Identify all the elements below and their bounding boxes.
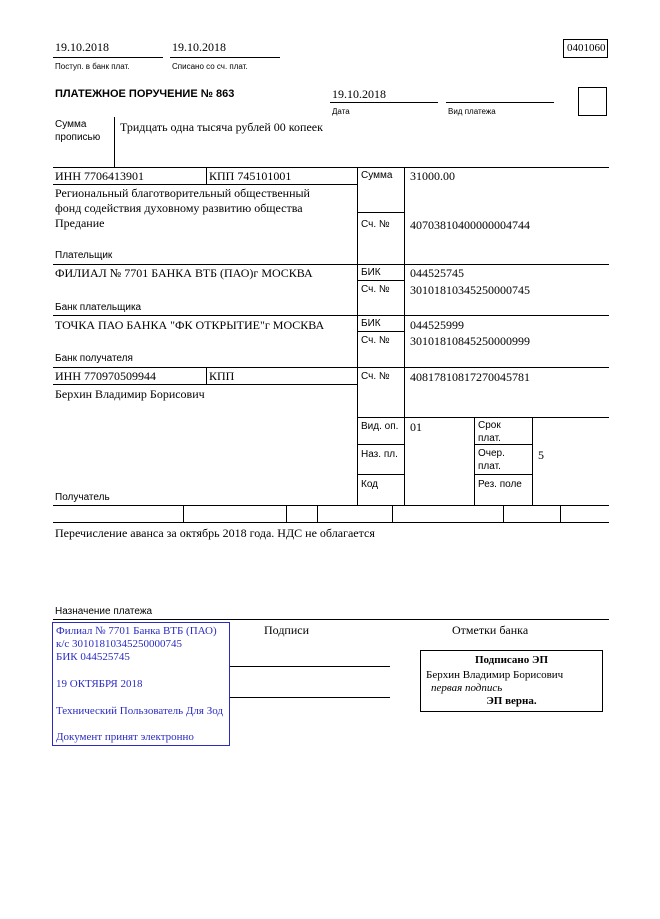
grid-line <box>392 505 393 522</box>
bank-stamp-user: Технический Пользователь Для Зод <box>56 705 224 717</box>
srok-label-2: плат. <box>478 433 501 444</box>
page-title: ПЛАТЕЖНОЕ ПОРУЧЕНИЕ № 863 <box>55 88 235 100</box>
payee-bank-account-value: 30101810845250000999 <box>410 334 530 348</box>
grid-line <box>474 444 532 445</box>
ep-stamp-title: Подписано ЭП <box>474 654 549 666</box>
grid-line <box>53 367 609 368</box>
grid-line <box>474 417 475 505</box>
payer-bank-bik-value: 044525745 <box>410 266 464 280</box>
payer-account-value: 40703810400000004744 <box>410 218 530 232</box>
amount-words-divider <box>114 117 115 167</box>
grid-line <box>532 417 533 505</box>
amount-words-label-2: прописью <box>55 132 101 143</box>
ep-stamp-signer: Берхин Владимир Борисович <box>426 669 564 681</box>
grid-line <box>560 505 561 522</box>
grid-line <box>503 505 504 522</box>
payee-bank-bik-label: БИК <box>361 318 381 329</box>
payee-bank-name: ТОЧКА ПАО БАНКА "ФК ОТКРЫТИЕ"г МОСКВА <box>55 318 325 332</box>
order-date-line <box>330 102 438 103</box>
ocher-value: 5 <box>538 448 544 462</box>
rez-label: Рез. поле <box>478 479 522 490</box>
vid-op-value: 01 <box>410 420 422 434</box>
payee-name: Берхин Владимир Борисович <box>55 387 205 401</box>
bank-stamp-line3: БИК 044525745 <box>56 651 130 663</box>
payee-label: Получатель <box>55 492 110 503</box>
payment-type-label: Вид платежа <box>448 107 496 116</box>
payee-account-label: Сч. № <box>361 371 390 382</box>
signature-line-2 <box>230 697 390 698</box>
grid-line <box>404 167 405 505</box>
grid-line <box>53 167 609 168</box>
order-date: 19.10.2018 <box>332 87 386 101</box>
sum-label: Сумма <box>361 170 393 181</box>
form-code: 0401060 <box>567 42 606 54</box>
form-code-box <box>563 39 608 58</box>
debited-label: Списано со сч. плат. <box>172 62 248 71</box>
srok-label-1: Срок <box>478 420 501 431</box>
ep-stamp-verdict: ЭП верна. <box>486 695 537 707</box>
grid-line <box>53 315 609 316</box>
purpose-label: Назначение платежа <box>55 606 153 617</box>
payer-bank-label: Банк плательщика <box>55 302 142 313</box>
payer-label: Плательщик <box>55 250 113 261</box>
signatures-label: Подписи <box>264 623 310 637</box>
payee-kpp: КПП <box>209 369 235 383</box>
grid-line <box>357 417 609 418</box>
kod-label: Код <box>361 479 379 490</box>
grid-line <box>53 184 357 185</box>
grid-line <box>357 167 358 505</box>
grid-line <box>317 505 318 522</box>
bank-stamp-note: Документ принят электронно <box>56 731 194 743</box>
bank-marks-label: Отметки банка <box>452 623 529 637</box>
payer-kpp: КПП 745101001 <box>209 169 292 183</box>
payer-bank-name: ФИЛИАЛ № 7701 БАНКА ВТБ (ПАО)г МОСКВА <box>55 266 313 280</box>
grid-line <box>357 474 404 475</box>
grid-line <box>357 331 404 332</box>
ocher-label-1: Очер. <box>478 448 505 459</box>
bank-stamp-line1: Филиал № 7701 Банка ВТБ (ПАО) <box>56 625 217 637</box>
received-label: Поступ. в банк плат. <box>55 62 130 71</box>
payer-inn: ИНН 7706413901 <box>55 169 144 183</box>
amount-words-label-1: Сумма <box>55 119 87 130</box>
grid-line <box>53 522 609 523</box>
payment-type-line <box>446 102 554 103</box>
order-date-label: Дата <box>332 107 350 116</box>
grid-line <box>357 444 404 445</box>
payer-account-label: Сч. № <box>361 219 390 230</box>
grid-line <box>357 212 404 213</box>
payer-bank-account-label: Сч. № <box>361 284 390 295</box>
grid-line <box>357 280 404 281</box>
debited-date: 19.10.2018 <box>172 40 226 54</box>
ocher-label-2: плат. <box>478 461 501 472</box>
grid-line <box>286 505 287 522</box>
payment-code-box <box>578 87 607 116</box>
grid-line <box>53 384 357 385</box>
received-date-line <box>53 57 163 58</box>
naz-pl-label: Наз. пл. <box>361 449 398 460</box>
payer-name: Региональный благотворительный общественный фонд содействия духовному развитию общества Предание <box>55 186 310 230</box>
grid-line <box>206 367 207 384</box>
debited-date-line <box>170 57 280 58</box>
grid-line <box>53 505 609 506</box>
payee-inn: ИНН 770970509944 <box>55 369 156 383</box>
purpose-line <box>53 619 609 620</box>
grid-line <box>53 264 609 265</box>
sum-value: 31000.00 <box>410 169 455 183</box>
ep-stamp <box>420 650 603 712</box>
received-date: 19.10.2018 <box>55 40 109 54</box>
payee-bank-bik-value: 044525999 <box>410 318 464 332</box>
payee-bank-label: Банк получателя <box>55 353 133 364</box>
bank-stamp-line2: к/с 30101810345250000745 <box>56 638 183 650</box>
vid-op-label: Вид. оп. <box>361 421 399 432</box>
payee-account-value: 40817810817270045781 <box>410 370 530 384</box>
purpose-text: Перечисление аванса за октябрь 2018 года. НДС не облагается <box>55 526 375 540</box>
grid-line <box>206 167 207 184</box>
bank-stamp <box>52 622 230 746</box>
amount-words-value: Тридцать одна тысяча рублей 00 копеек <box>120 120 323 134</box>
grid-line <box>474 474 532 475</box>
grid-line <box>183 505 184 522</box>
payer-bank-bik-label: БИК <box>361 267 381 278</box>
ep-stamp-role: первая подпись <box>431 682 503 694</box>
signature-line-1 <box>230 666 390 667</box>
payer-bank-account-value: 30101810345250000745 <box>410 283 530 297</box>
bank-stamp-date: 19 ОКТЯБРЯ 2018 <box>56 678 143 690</box>
payee-bank-account-label: Сч. № <box>361 335 390 346</box>
